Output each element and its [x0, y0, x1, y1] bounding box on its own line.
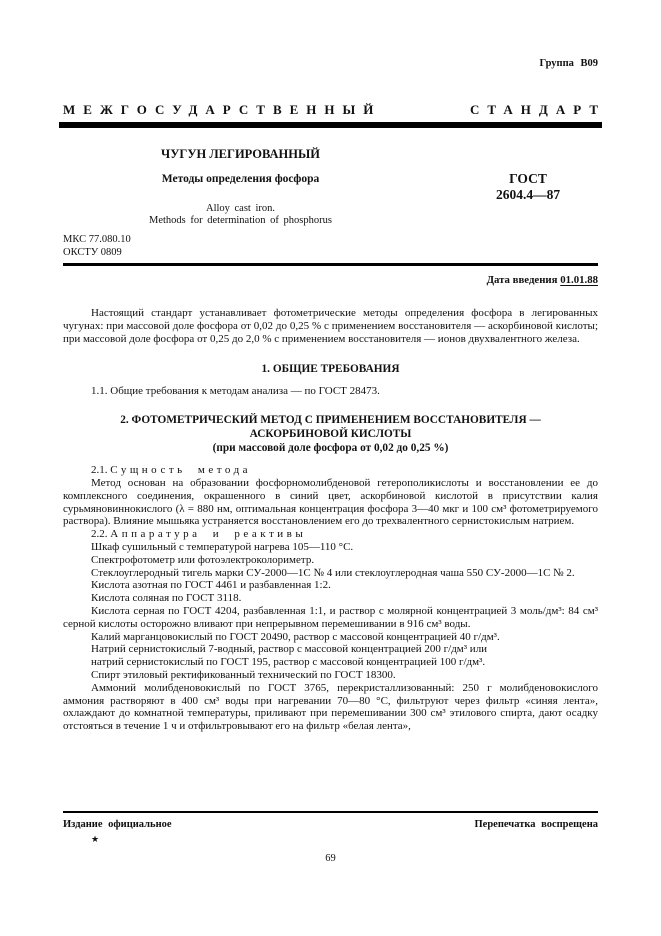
document-title-en-line2: Methods for determination of phosphorus [149, 215, 332, 227]
group-code: Группа В09 [539, 58, 598, 69]
subsection-2-2-number: 2.2. [91, 528, 108, 541]
subsection-2-1-paragraph: Метод основан на образовании фосфорномолибденовой гетерополикислоты и восстановлении ее до комплексного соединения, окрашенного в синий цвет, аскорбиновой кислотой в присутствии калия сурьмяновиннокислого (λ = 880 нм, оптимальная концентрация фосфора 3—40 мкг и 100 см³ фотометрируемого раствора). Влияние мышьяка устраняется восстановлением его до трехвалентного сернистокислым натрием. [63, 476, 598, 528]
apparatus-item: Кислота азотная по ГОСТ 4461 и разбавленная 1:2. [91, 579, 331, 592]
header-rule [59, 122, 602, 128]
standard-banner [63, 101, 606, 117]
apparatus-item: Калий марганцовокислый по ГОСТ 20490, раствор с массовой концентрацией 40 г/дм³. [91, 630, 500, 643]
document-body [63, 307, 598, 733]
mks-code: МКС 77.080.10 [63, 234, 131, 246]
reprint-prohibited-label: Перепечатка воспрещена [474, 819, 598, 831]
gost-designation [458, 171, 598, 228]
star-icon: ★ [91, 834, 100, 845]
section2-heading-line3: (при массовой доле фосфора от 0,02 до 0,25 %) [212, 442, 449, 455]
apparatus-item: Кислота серная по ГОСТ 4204, разбавленная 1:1, и раствор с молярной концентрацией 3 моль/дм³: 84 см³ серной кислоты осторожно вливают при непрерывном перемешивании в 916 см³ воды. [63, 604, 598, 630]
banner-word-2: СТАНДАРТ [469, 101, 606, 117]
page-footer [63, 811, 598, 866]
footer-rule [63, 811, 598, 813]
document-title-ru: ЧУГУН ЛЕГИРОВАННЫЙ [161, 146, 320, 161]
effective-date-value: 01.01.88 [560, 274, 598, 287]
classification-codes [63, 234, 598, 259]
section2-heading [63, 413, 598, 455]
subsection-2-1-number: 2.1. [91, 464, 108, 477]
apparatus-item: Спектрофотометр или фотоэлектроколориметр. [91, 553, 315, 566]
gost-designation-line1: ГОСТ [509, 170, 547, 186]
apparatus-item: Аммоний молибденовокислый по ГОСТ 3765, перекристаллизованный: 250 г молибденовокислого аммония растворяют в 400 см³ воды при нагревании 70—80 °С, фильтруют через фильтр «синяя лента», охлаждают до комнатной температуры, приливают при перемешивании 300 см³ этилового спирта, дают осадку отстояться в течение 1 ч и отфильтровывают его на фильтр «белая лента», [63, 681, 598, 733]
section1-heading: 1. ОБЩИЕ ТРЕБОВАНИЯ [261, 363, 400, 376]
official-edition-label: Издание официальное [63, 819, 172, 831]
section2-heading-line2: АСКОРБИНОВОЙ КИСЛОТЫ [249, 428, 412, 441]
subsection-2-2-heading [63, 528, 598, 541]
apparatus-item: Шкаф сушильный с температурой нагрева 105—110 °С. [91, 540, 354, 553]
effective-date-line [63, 274, 598, 287]
banner-word-1: МЕЖГОСУДАРСТВЕННЫЙ [63, 101, 382, 117]
apparatus-item: Стеклоуглеродный тигель марки СУ-2000—1С № 4 или стеклоуглеродная чаша 550 СУ-2000—1С № 2. [91, 566, 575, 579]
document-title-en-line1: Alloy cast iron. [205, 203, 276, 215]
apparatus-item: натрий сернистокислый по ГОСТ 195, раствор с массовой концентрацией 100 г/дм³. [91, 656, 486, 669]
subsection-2-1-heading [63, 464, 598, 477]
subsection-2-2-title: Аппаратура и реактивы [110, 528, 307, 541]
apparatus-item: Натрий сернистокислый 7-водный, раствор с массовой концентрацией 200 г/дм³ или [91, 643, 488, 656]
title-rule [63, 263, 598, 266]
apparatus-item: Спирт этиловый ректификованный технический по ГОСТ 18300. [91, 668, 396, 681]
title-block [63, 148, 598, 228]
intro-paragraph: Настоящий стандарт устанавливает фотометрические методы определения фосфора в легированных чугунах: при массовой доле фосфора от 0,02 до 0,25 % с применением восстановителя — аскорбиновой кислоты; при массовой доле фосфора от 0,25 до 2,0 % с применением восстановителя — ионов двухвалентного железа. [63, 306, 598, 345]
subsection-2-1-title: Сущность метода [110, 464, 252, 477]
okstu-code: ОКСТУ 0809 [63, 246, 122, 258]
gost-designation-line2: 2604.4—87 [495, 187, 561, 203]
document-subtitle-ru: Методы определения фосфора [161, 173, 320, 186]
section2-heading-line1: 2. ФОТОМЕТРИЧЕСКИЙ МЕТОД С ПРИМЕНЕНИЕМ ВОССТАНОВИТЕЛЯ — [120, 414, 541, 427]
title-column [63, 148, 418, 228]
footer-row [63, 819, 598, 832]
effective-date-label: Дата введения [486, 274, 558, 287]
page-number: 69 [325, 853, 336, 865]
apparatus-item: Кислота соляная по ГОСТ 3118. [91, 592, 242, 605]
section1-paragraph: 1.1. Общие требования к методам анализа — по ГОСТ 28473. [91, 385, 380, 398]
